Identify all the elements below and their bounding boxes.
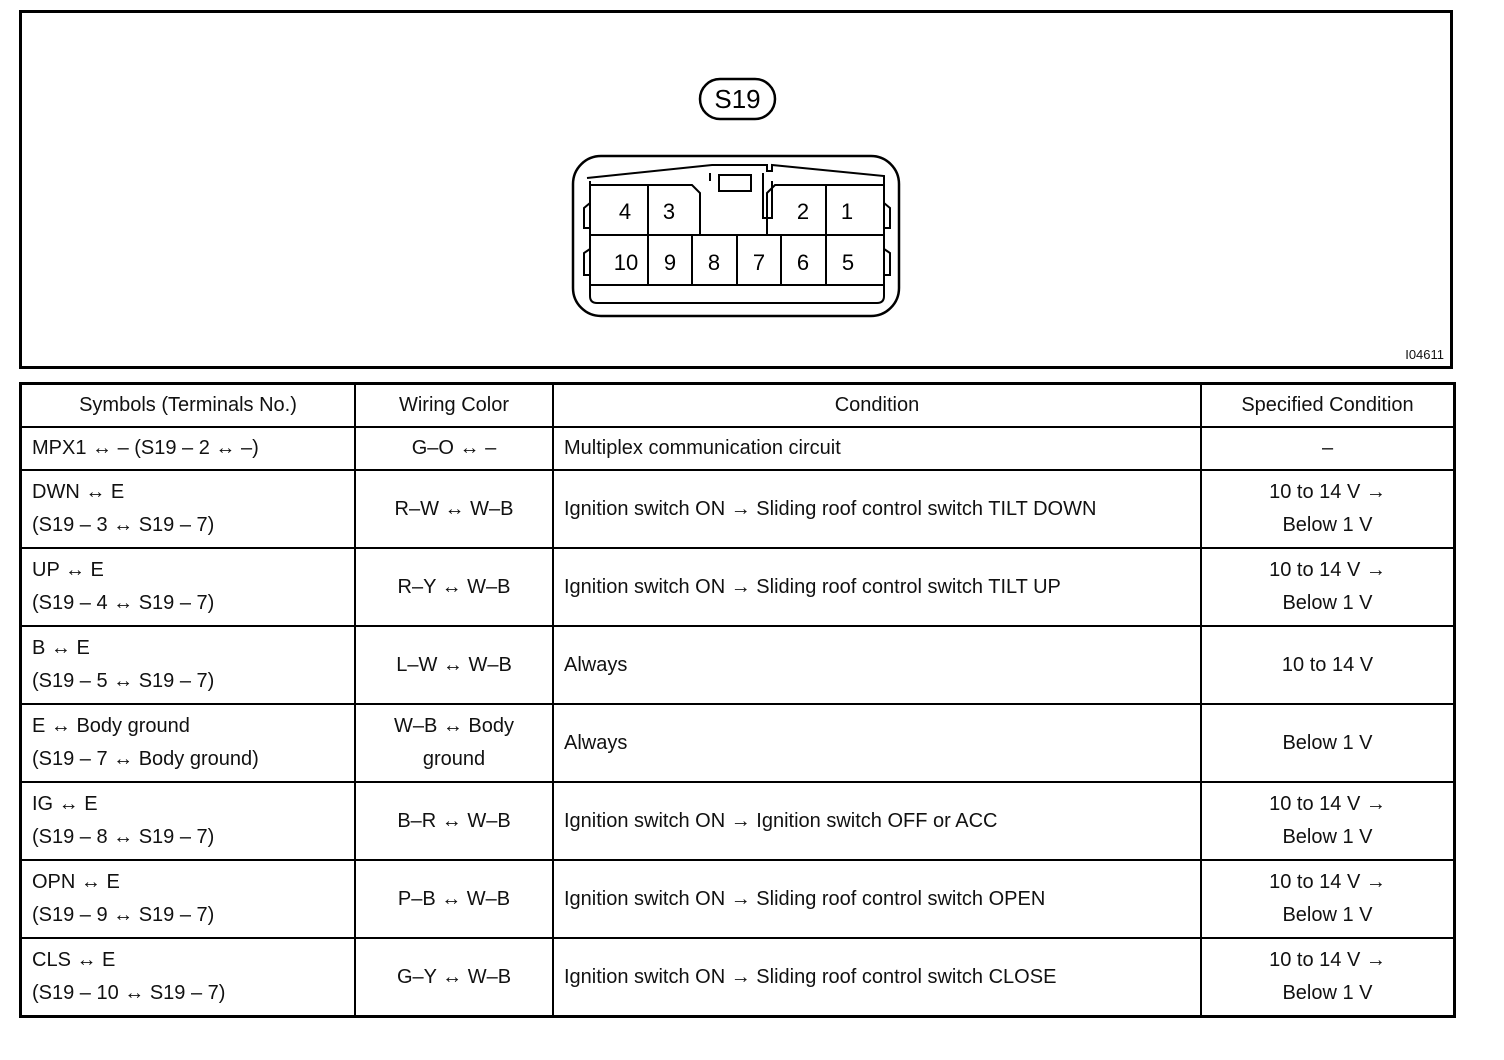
wire-line: G–Y ↔ W–B	[396, 965, 512, 988]
spec-line: –	[1321, 437, 1334, 459]
condition-cell: Ignition switch ON → Sliding roof control switch TILT UP	[553, 548, 1201, 626]
wire-cell	[355, 427, 553, 470]
symbol-cell	[21, 782, 356, 860]
wire-line: P–B ↔ W–B	[397, 887, 511, 910]
wire-cell	[355, 470, 553, 548]
symbol-cell	[21, 548, 356, 626]
locking-tab	[719, 175, 751, 191]
spec-line: Below 1 V	[1282, 904, 1373, 926]
symbol-line: MPX1 ↔ – (S19 – 2 ↔ –)	[32, 437, 259, 459]
pin-number: 4	[618, 199, 632, 224]
header-specified-condition: Specified Condition	[1201, 384, 1455, 428]
spec-line: 10 to 14 V →	[1269, 871, 1386, 893]
top-left-block	[590, 185, 700, 235]
symbol-cell	[21, 704, 356, 782]
condition-cell: Ignition switch ON → Sliding roof control switch CLOSE	[553, 938, 1201, 1017]
wire-cell	[355, 548, 553, 626]
symbol-line: B ↔ E	[32, 637, 90, 659]
table-row	[21, 782, 1455, 860]
condition-cell: Multiplex communication circuit	[553, 427, 1201, 470]
condition-cell: Ignition switch ON → Ignition switch OFF or ACC	[553, 782, 1201, 860]
spec-line: 10 to 14 V	[1281, 653, 1374, 676]
spec-line: Below 1 V	[1282, 826, 1373, 848]
symbol-terminals: (S19 – 10 ↔ S19 – 7)	[32, 982, 226, 1004]
symbol-terminals: (S19 – 4 ↔ S19 – 7)	[32, 592, 215, 614]
spec-line: 10 to 14 V →	[1269, 793, 1386, 815]
header-wiring-color: Wiring Color	[355, 384, 553, 428]
connector-drawing	[22, 13, 1450, 366]
symbol-terminals: (S19 – 7 ↔ Body ground)	[32, 748, 259, 770]
spec-line: Below 1 V	[1282, 731, 1373, 754]
wire-line: ground	[422, 748, 486, 770]
spec-cell	[1201, 782, 1455, 860]
header-symbols: Symbols (Terminals No.)	[21, 384, 356, 428]
spec-cell	[1201, 548, 1455, 626]
table-row	[21, 938, 1455, 1017]
terminal-spec-table	[19, 382, 1456, 1018]
symbol-line: UP ↔ E	[32, 559, 104, 581]
symbol-cell	[21, 938, 356, 1017]
symbol-terminals: (S19 – 9 ↔ S19 – 7)	[32, 904, 215, 926]
table-row	[21, 704, 1455, 782]
condition-cell: Ignition switch ON → Sliding roof control switch TILT DOWN	[553, 470, 1201, 548]
table-header-row	[21, 384, 1455, 428]
wire-line: W–B ↔ Body	[393, 715, 515, 737]
pin-number: 8	[707, 250, 721, 275]
figure-id: I04611	[1405, 347, 1444, 362]
wire-cell	[355, 704, 553, 782]
symbol-cell	[21, 626, 356, 704]
spec-line: Below 1 V	[1282, 592, 1373, 614]
symbol-line: IG ↔ E	[32, 793, 98, 815]
condition-cell: Ignition switch ON → Sliding roof control switch OPEN	[553, 860, 1201, 938]
pin-number: 9	[663, 250, 677, 275]
wire-cell	[355, 626, 553, 704]
symbol-terminals: (S19 – 8 ↔ S19 – 7)	[32, 826, 215, 848]
table-row	[21, 548, 1455, 626]
symbol-cell	[21, 427, 356, 470]
header-condition: Condition	[553, 384, 1201, 428]
symbol-line: E ↔ Body ground	[32, 715, 190, 737]
symbol-line: DWN ↔ E	[32, 481, 125, 503]
spec-line: 10 to 14 V →	[1269, 949, 1386, 971]
table-row	[21, 427, 1455, 470]
spec-cell	[1201, 626, 1455, 704]
connector-diagram	[19, 10, 1453, 369]
pin-number: 3	[662, 199, 676, 224]
wire-line: L–W ↔ W–B	[396, 653, 512, 676]
wire-cell	[355, 782, 553, 860]
spec-cell	[1201, 938, 1455, 1017]
pin-number: 7	[752, 250, 766, 275]
wire-cell	[355, 938, 553, 1017]
spec-cell	[1201, 427, 1455, 470]
spec-cell	[1201, 704, 1455, 782]
symbol-terminals: (S19 – 5 ↔ S19 – 7)	[32, 670, 215, 692]
table-row	[21, 860, 1455, 938]
symbol-line: OPN ↔ E	[32, 871, 120, 893]
wire-line: R–W ↔ W–B	[394, 497, 514, 520]
spec-line: Below 1 V	[1282, 982, 1373, 1004]
pin-number: 5	[841, 250, 855, 275]
spec-line: 10 to 14 V →	[1269, 481, 1386, 503]
spec-cell	[1201, 860, 1455, 938]
symbol-cell	[21, 470, 356, 548]
symbol-line: CLS ↔ E	[32, 949, 116, 971]
symbol-cell	[21, 860, 356, 938]
condition-cell: Always	[553, 704, 1201, 782]
spec-cell	[1201, 470, 1455, 548]
table-row	[21, 626, 1455, 704]
connector-label: S19	[714, 84, 761, 114]
wire-cell	[355, 860, 553, 938]
pin-number: 1	[840, 199, 854, 224]
wire-line: R–Y ↔ W–B	[397, 575, 511, 598]
wire-line: G–O ↔ –	[411, 437, 497, 459]
spec-line: 10 to 14 V →	[1269, 559, 1386, 581]
condition-cell: Always	[553, 626, 1201, 704]
table-row	[21, 470, 1455, 548]
wire-line: B–R ↔ W–B	[397, 809, 511, 832]
symbol-terminals: (S19 – 3 ↔ S19 – 7)	[32, 514, 215, 536]
pin-number: 6	[796, 250, 810, 275]
pin-number: 2	[796, 199, 810, 224]
pin-number: 10	[613, 250, 639, 275]
spec-line: Below 1 V	[1282, 514, 1373, 536]
